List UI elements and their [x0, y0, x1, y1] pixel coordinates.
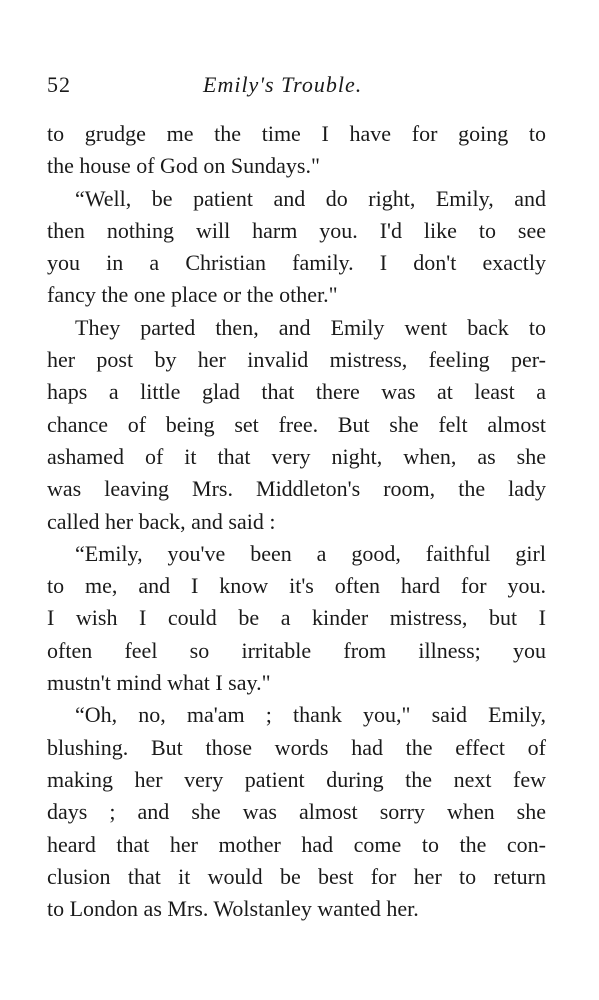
text-line: I wish I could be a kinder mistress, but I — [47, 605, 546, 631]
text-line: They parted then, and Emily went back to — [75, 314, 546, 340]
text-line: heard that her mother had come to the con- — [47, 831, 546, 857]
text-line: chance of being set free. But she felt almost — [47, 411, 546, 437]
text-line: was leaving Mrs. Middleton's room, the lady — [47, 476, 546, 502]
text-line: “Well, be patient and do right, Emily, and — [75, 185, 546, 211]
text-line: then nothing will harm you. I'd like to see — [47, 217, 546, 243]
text-line: you in a Christian family. I don't exactly — [47, 250, 546, 276]
running-title: Emily's Trouble. — [203, 72, 363, 97]
text-line: to grudge me the time I have for going to — [47, 121, 546, 146]
text-line: her post by her invalid mistress, feeling per- — [47, 347, 546, 373]
page-header — [47, 72, 547, 102]
text-line: the house of God on Sundays." — [47, 153, 320, 179]
page-number: 52 — [47, 72, 71, 97]
text-line: “Oh, no, ma'am ; thank you," said Emily, — [75, 702, 546, 728]
text-line: “Emily, you've been a good, faithful girl — [75, 540, 546, 566]
text-line: mustn't mind what I say." — [47, 670, 271, 696]
text-line: called her back, and said : — [47, 508, 276, 534]
text-line: haps a little glad that there was at least a — [47, 379, 546, 405]
body-text — [47, 118, 546, 925]
text-line: to London as Mrs. Wolstanley wanted her. — [47, 896, 419, 922]
text-line: clusion that it would be best for her to return — [47, 863, 546, 889]
text-line: fancy the one place or the other." — [47, 282, 338, 308]
text-line: blushing. But those words had the effect of — [47, 734, 546, 760]
text-line: days ; and she was almost sorry when she — [47, 799, 546, 825]
text-line: ashamed of it that very night, when, as she — [47, 443, 546, 469]
text-line: to me, and I know it's often hard for you. — [47, 573, 546, 599]
text-line: often feel so irritable from illness; you — [47, 637, 546, 663]
text-line: making her very patient during the next few — [47, 766, 546, 792]
